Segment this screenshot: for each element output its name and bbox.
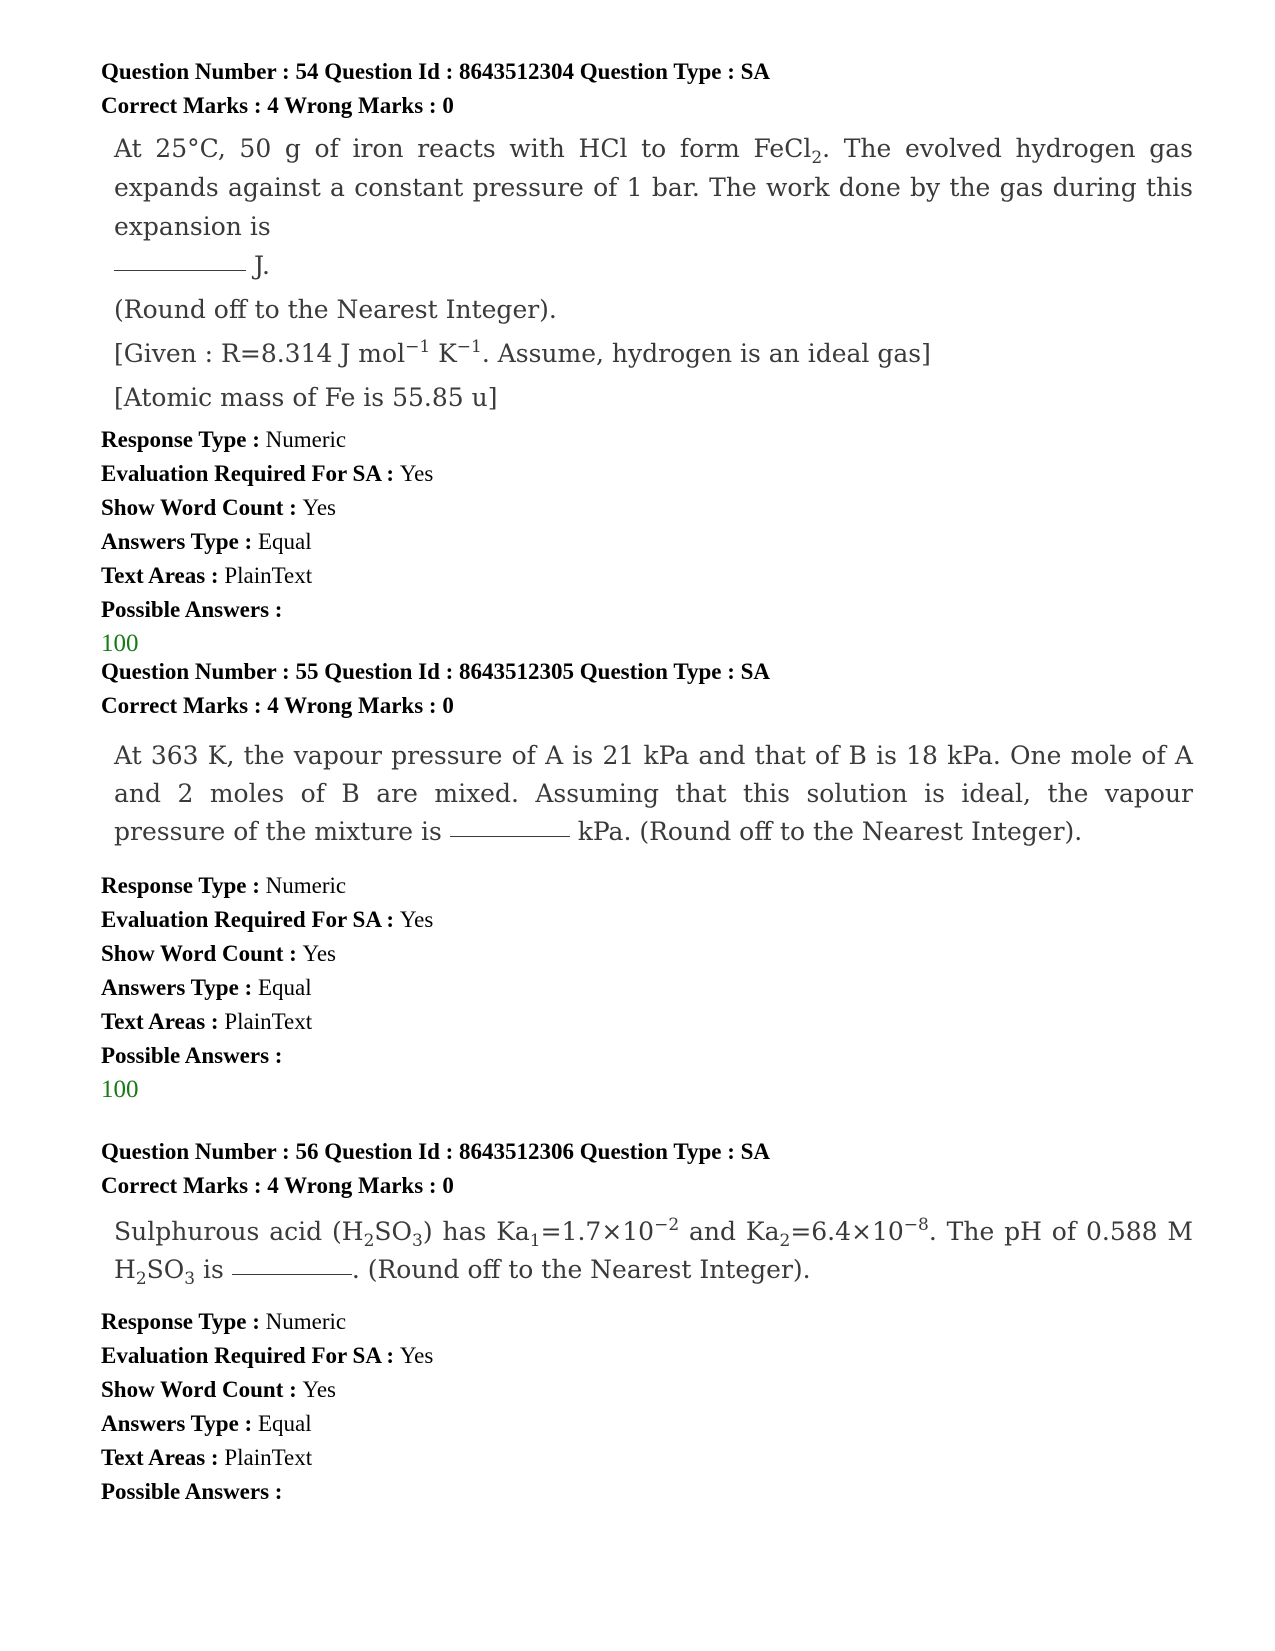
question-54 — [101, 55, 1193, 661]
answer-blank — [114, 269, 246, 271]
question-meta: Response Type : Numeric Evaluation Required For SA : Yes Show Word Count : Yes Answers Type : Equal Text Areas : PlainText Possible Answers : 100 — [101, 869, 1181, 1107]
question-type: SA — [740, 59, 771, 84]
evaluation-required: Yes — [399, 1343, 434, 1368]
wrong-marks: 0 — [442, 1173, 454, 1198]
question-55 — [101, 655, 1193, 1107]
question-56 — [101, 1135, 1194, 1509]
question-number: 55 — [295, 659, 319, 684]
evaluation-required: Yes — [399, 461, 434, 486]
question-type: SA — [740, 1139, 771, 1164]
answers-type: Equal — [257, 1411, 312, 1436]
text-areas: PlainText — [224, 1009, 313, 1034]
question-header: Question Number : 55 Question Id : 8643512305 Question Type : SA — [101, 659, 771, 684]
stem-paragraph: At 25°C, 50 g of iron reacts with HCl to form FeCl$_2$. The evolved hydrogen gas expands against a constant pressure of 1 bar. The work done by the gas during this expansion is J. — [114, 134, 1193, 280]
question-stem: At 363 K, the vapour pressure of A is 21 kPa and that of B is 18 kPa. One mole of A and 2 moles of B are mixed. Assuming that this solution is ideal, the vapour pressure of the mixture is kPa. (Round off to the Nearest Integer). — [114, 741, 1193, 846]
marks-line: Correct Marks : 4 Wrong Marks : 0 — [101, 1173, 454, 1198]
show-word-count: Yes — [302, 941, 336, 966]
question-header: Question Number : 54 Question Id : 8643512304 Question Type : SA — [101, 59, 771, 84]
question-id: 8643512304 — [459, 59, 575, 84]
answers-type: Equal — [257, 529, 312, 554]
response-type: Numeric — [265, 1309, 347, 1334]
response-type: Numeric — [265, 427, 347, 452]
stem-given: [Given : R=8.314 J mol$^{-1}$ $K^{-1}$. Assume, hydrogen is an ideal gas] — [114, 337, 931, 368]
question-number: 54 — [295, 59, 319, 84]
question-id: 8643512306 — [459, 1139, 575, 1164]
marks-line: Correct Marks : 4 Wrong Marks : 0 — [101, 693, 454, 718]
wrong-marks: 0 — [442, 93, 454, 118]
question-stem — [114, 129, 1193, 417]
marks-line: Correct Marks : 4 Wrong Marks : 0 — [101, 93, 454, 118]
question-type: SA — [740, 659, 771, 684]
question-meta: Response Type : Numeric Evaluation Required For SA : Yes Show Word Count : Yes Answers Type : Equal Text Areas : PlainText Possible Answers : 100 — [101, 423, 1181, 661]
stem-round-note: (Round off to the Nearest Integer). — [114, 295, 557, 324]
question-header: Question Number : 56 Question Id : 8643512306 Question Type : SA — [101, 1139, 771, 1164]
question-meta: Response Type : Numeric Evaluation Required For SA : Yes Show Word Count : Yes Answers Type : Equal Text Areas : PlainText Possible Answers : — [101, 1309, 434, 1504]
answer-blank — [450, 835, 570, 837]
response-type: Numeric — [265, 873, 347, 898]
show-word-count: Yes — [302, 1377, 336, 1402]
correct-marks: 4 — [267, 693, 279, 718]
possible-answer: 100 — [101, 1076, 139, 1103]
correct-marks: 4 — [267, 1173, 279, 1198]
text-areas: PlainText — [224, 1445, 313, 1470]
evaluation-required: Yes — [399, 907, 434, 932]
answers-type: Equal — [257, 975, 312, 1000]
show-word-count: Yes — [302, 495, 336, 520]
possible-answer: 100 — [101, 630, 139, 657]
answer-blank — [232, 1273, 352, 1275]
question-number: 56 — [295, 1139, 319, 1164]
question-id: 8643512305 — [459, 659, 575, 684]
question-stem: Sulphurous acid $(H_2SO_3)$ has $Ka_1=1.7\times 10^{-2}$ and $Ka_2=6.4\times 10^{-8}$. The pH of 0.588 M $H_2SO_3$ is . (Round off to the Nearest Integer). — [114, 1215, 1194, 1289]
wrong-marks: 0 — [442, 693, 454, 718]
correct-marks: 4 — [267, 93, 279, 118]
stem-atomic-mass: [Atomic mass of Fe is 55.85 u] — [114, 383, 498, 412]
text-areas: PlainText — [224, 563, 313, 588]
